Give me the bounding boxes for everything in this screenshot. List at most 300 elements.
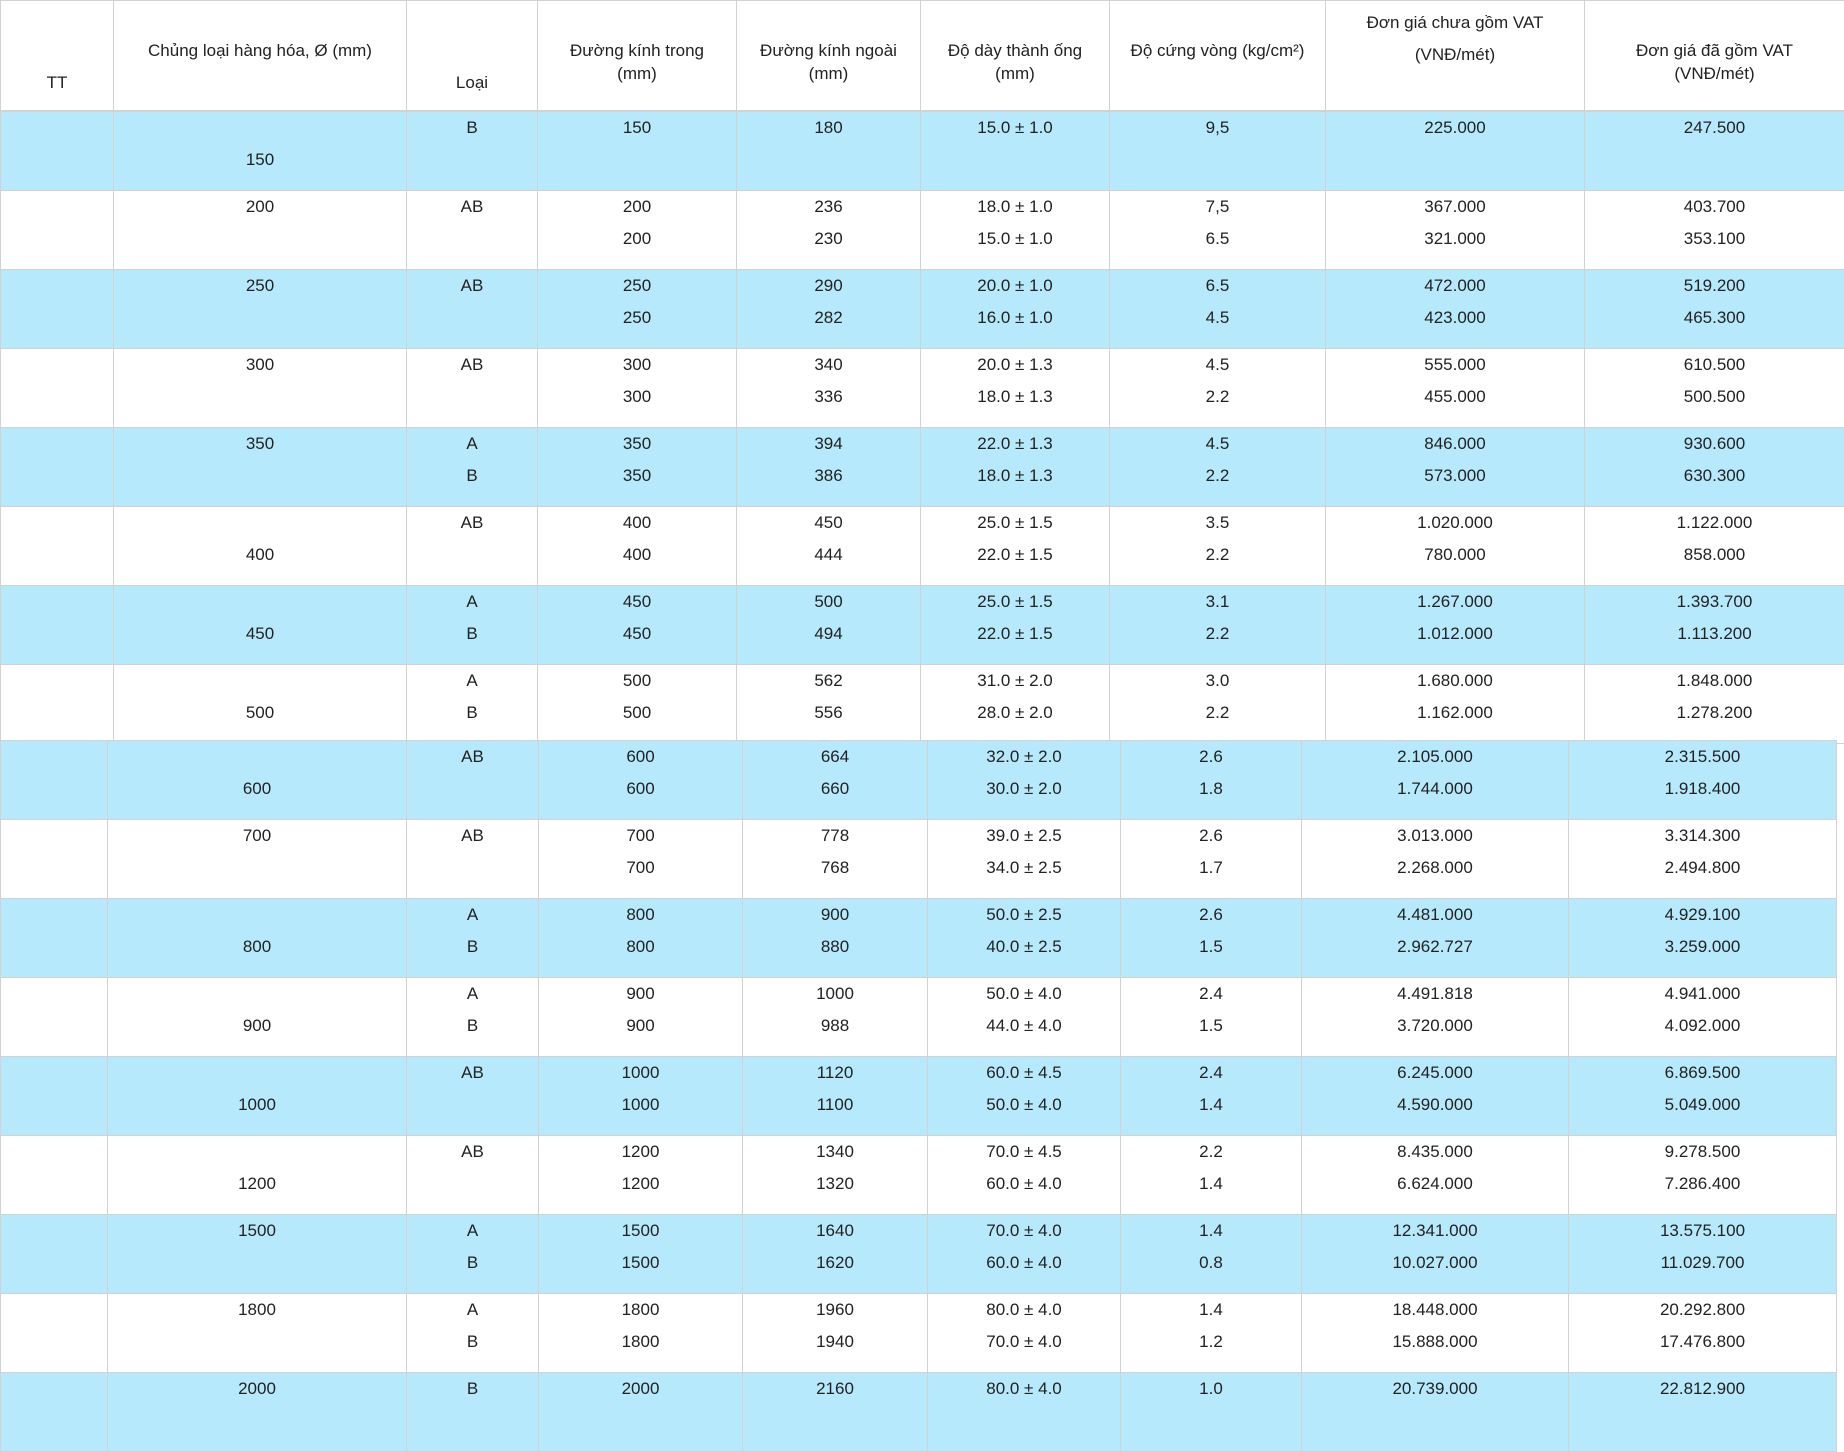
outer-diameter-cell [737, 428, 921, 507]
product-diameter: 600 [108, 773, 406, 805]
type-label: A [407, 978, 538, 1010]
wall-thickness-value: 34.0 ± 2.5 [928, 852, 1120, 884]
outer-diameter-value: 444 [737, 539, 920, 571]
type-label: B [407, 1010, 538, 1042]
tt-cell [1, 1215, 108, 1294]
type-label: AB [407, 507, 537, 539]
outer-diameter-cell [737, 665, 921, 744]
type-label: AB [407, 349, 537, 381]
type-label: A [407, 586, 537, 618]
price-incl-vat-cell [1569, 1136, 1837, 1215]
price-incl-vat-value: 1.393.700 [1585, 586, 1844, 618]
price-excl-vat-value: 846.000 [1326, 428, 1584, 460]
table-row [1, 507, 1844, 586]
inner-diameter-value: 400 [538, 507, 736, 539]
tt-cell [1, 978, 108, 1057]
outer-diameter-value: 386 [737, 460, 920, 492]
table-row [1, 270, 1844, 349]
price-excl-vat-cell [1326, 428, 1585, 507]
wall-thickness-value: 60.0 ± 4.0 [928, 1247, 1120, 1279]
price-excl-vat-cell [1326, 665, 1585, 744]
price-excl-vat-value: 8.435.000 [1302, 1136, 1568, 1168]
inner-diameter-cell [538, 665, 737, 744]
outer-diameter-value: 900 [743, 899, 927, 931]
inner-diameter-value: 250 [538, 270, 736, 302]
inner-diameter-value: 500 [538, 697, 736, 729]
price-excl-vat-cell [1302, 899, 1569, 978]
ring-stiffness-value: 1.4 [1121, 1168, 1301, 1200]
price-excl-vat-cell [1326, 112, 1585, 191]
tt-cell [1, 820, 108, 899]
price-incl-vat-value: 930.600 [1585, 428, 1844, 460]
type-label: AB [407, 191, 537, 223]
type-cell [407, 349, 538, 428]
product-diameter-cell [114, 586, 407, 665]
price-incl-vat-value: 2.315.500 [1569, 741, 1836, 773]
wall-thickness-value: 25.0 ± 1.5 [921, 507, 1109, 539]
type-cell [407, 1294, 539, 1373]
price-incl-vat-cell [1569, 978, 1837, 1057]
wall-thickness-value: 44.0 ± 4.0 [928, 1010, 1120, 1042]
product-diameter: 800 [108, 931, 406, 963]
ring-stiffness-value: 2.2 [1110, 539, 1325, 571]
price-excl-vat-value: 1.020.000 [1326, 507, 1584, 539]
ring-stiffness-value: 1.8 [1121, 773, 1301, 805]
table-row [1, 665, 1844, 744]
price-excl-vat-value: 455.000 [1326, 381, 1584, 413]
price-excl-vat-value: 2.268.000 [1302, 852, 1568, 884]
outer-diameter-cell [743, 978, 928, 1057]
outer-diameter-value: 1960 [743, 1294, 927, 1326]
outer-diameter-cell [737, 586, 921, 665]
price-incl-vat-value: 403.700 [1585, 191, 1844, 223]
type-cell [407, 741, 539, 820]
price-excl-vat-value: 4.491.818 [1302, 978, 1568, 1010]
inner-diameter-cell [539, 741, 743, 820]
table-row [1, 899, 1837, 978]
price-excl-vat-value: 780.000 [1326, 539, 1584, 571]
outer-diameter-cell [743, 1294, 928, 1373]
ring-stiffness-cell [1110, 665, 1326, 744]
product-diameter: 200 [114, 191, 406, 223]
ring-stiffness-value: 1.5 [1121, 1010, 1301, 1042]
outer-diameter-value: 1940 [743, 1326, 927, 1358]
outer-diameter-value: 340 [737, 349, 920, 381]
tt-cell [1, 428, 114, 507]
price-excl-vat-value: 2.105.000 [1302, 741, 1568, 773]
type-cell [407, 899, 539, 978]
product-diameter: 900 [108, 1010, 406, 1042]
type-cell [407, 1136, 539, 1215]
ring-stiffness-value: 2.4 [1121, 978, 1301, 1010]
inner-diameter-value: 700 [539, 820, 742, 852]
inner-diameter-value: 1200 [539, 1168, 742, 1200]
price-excl-vat-cell [1326, 586, 1585, 665]
inner-diameter-value: 1200 [539, 1136, 742, 1168]
type-label: B [407, 697, 537, 729]
type-label: B [407, 618, 537, 650]
wall-thickness-value: 60.0 ± 4.0 [928, 1168, 1120, 1200]
price-incl-vat-value: 7.286.400 [1569, 1168, 1836, 1200]
wall-thickness-cell [921, 428, 1110, 507]
price-excl-vat-value: 3.720.000 [1302, 1010, 1568, 1042]
tt-cell [1, 899, 108, 978]
wall-thickness-cell [928, 741, 1121, 820]
type-label: A [407, 428, 537, 460]
price-table-lower [0, 740, 1837, 1452]
price-incl-vat-value: 3.259.000 [1569, 931, 1836, 963]
ring-stiffness-cell [1121, 1136, 1302, 1215]
wall-thickness-cell [921, 270, 1110, 349]
outer-diameter-cell [737, 112, 921, 191]
price-incl-vat-value: 11.029.700 [1569, 1247, 1836, 1279]
tt-cell [1, 349, 114, 428]
type-label: AB [407, 270, 537, 302]
outer-diameter-value: 1320 [743, 1168, 927, 1200]
inner-diameter-value: 400 [538, 539, 736, 571]
inner-diameter-cell [538, 349, 737, 428]
outer-diameter-cell [737, 507, 921, 586]
tt-cell [1, 270, 114, 349]
inner-diameter-value: 250 [538, 302, 736, 334]
tt-cell [1, 1294, 108, 1373]
ring-stiffness-value: 2.6 [1121, 899, 1301, 931]
type-label: B [407, 1326, 538, 1358]
price-excl-vat-value: 18.448.000 [1302, 1294, 1568, 1326]
outer-diameter-value: 880 [743, 931, 927, 963]
ring-stiffness-value: 4.5 [1110, 349, 1325, 381]
wall-thickness-value: 15.0 ± 1.0 [921, 112, 1109, 144]
price-incl-vat-value: 5.049.000 [1569, 1089, 1836, 1121]
ring-stiffness-value: 2.4 [1121, 1057, 1301, 1089]
wall-thickness-value: 22.0 ± 1.5 [921, 539, 1109, 571]
type-label: B [407, 931, 538, 963]
product-diameter-cell [108, 1057, 407, 1136]
price-incl-vat-cell [1585, 428, 1844, 507]
price-incl-vat-value: 610.500 [1585, 349, 1844, 381]
outer-diameter-value: 768 [743, 852, 927, 884]
inner-diameter-value: 1500 [539, 1247, 742, 1279]
ring-stiffness-cell [1121, 1215, 1302, 1294]
header-type: Loại [407, 1, 538, 111]
outer-diameter-value: 1100 [743, 1089, 927, 1121]
wall-thickness-cell [921, 112, 1110, 191]
outer-diameter-value: 988 [743, 1010, 927, 1042]
type-cell [407, 191, 538, 270]
price-incl-vat-cell [1585, 112, 1844, 191]
type-cell [407, 270, 538, 349]
outer-diameter-cell [743, 899, 928, 978]
price-incl-vat-value: 1.848.000 [1585, 665, 1844, 697]
price-excl-vat-value: 1.012.000 [1326, 618, 1584, 650]
price-excl-vat-cell [1326, 270, 1585, 349]
price-incl-vat-value: 519.200 [1585, 270, 1844, 302]
outer-diameter-value: 236 [737, 191, 920, 223]
price-excl-vat-value: 1.162.000 [1326, 697, 1584, 729]
type-cell [407, 1057, 539, 1136]
inner-diameter-cell [538, 428, 737, 507]
price-excl-vat-value: 10.027.000 [1302, 1247, 1568, 1279]
ring-stiffness-value: 1.4 [1121, 1294, 1301, 1326]
type-label: B [407, 1247, 538, 1279]
price-excl-vat-cell [1302, 1294, 1569, 1373]
product-diameter: 350 [114, 428, 406, 460]
price-incl-vat-value: 4.929.100 [1569, 899, 1836, 931]
product-diameter: 1000 [108, 1089, 406, 1121]
inner-diameter-value: 350 [538, 460, 736, 492]
ring-stiffness-cell [1121, 1294, 1302, 1373]
inner-diameter-cell [539, 899, 743, 978]
ring-stiffness-value: 6.5 [1110, 270, 1325, 302]
wall-thickness-value: 28.0 ± 2.0 [921, 697, 1109, 729]
ring-stiffness-cell [1110, 112, 1326, 191]
price-excl-vat-cell [1326, 349, 1585, 428]
price-incl-vat-value: 1.122.000 [1585, 507, 1844, 539]
table-row [1, 820, 1837, 899]
ring-stiffness-cell [1121, 899, 1302, 978]
price-excl-vat-value: 423.000 [1326, 302, 1584, 334]
price-table-header [0, 0, 1844, 111]
price-excl-vat-value: 1.267.000 [1326, 586, 1584, 618]
price-incl-vat-value: 630.300 [1585, 460, 1844, 492]
table-row [1, 978, 1837, 1057]
inner-diameter-value: 600 [539, 773, 742, 805]
price-incl-vat-cell [1585, 270, 1844, 349]
inner-diameter-cell [538, 507, 737, 586]
type-label: A [407, 1294, 538, 1326]
price-excl-vat-cell [1302, 820, 1569, 899]
wall-thickness-cell [928, 1215, 1121, 1294]
type-label: B [407, 1373, 538, 1405]
table-row [1, 586, 1844, 665]
product-diameter-cell [114, 112, 407, 191]
outer-diameter-value: 1120 [743, 1057, 927, 1089]
outer-diameter-value: 562 [737, 665, 920, 697]
inner-diameter-value: 800 [539, 931, 742, 963]
ring-stiffness-value: 2.2 [1110, 697, 1325, 729]
ring-stiffness-value: 2.2 [1121, 1136, 1301, 1168]
product-diameter: 1500 [108, 1215, 406, 1247]
price-excl-vat-cell [1302, 1215, 1569, 1294]
type-cell [407, 820, 539, 899]
product-diameter: 300 [114, 349, 406, 381]
ring-stiffness-cell [1121, 978, 1302, 1057]
header-tt: TT [1, 1, 114, 111]
wall-thickness-value: 18.0 ± 1.3 [921, 381, 1109, 413]
tt-cell [1, 1136, 108, 1215]
ring-stiffness-cell [1121, 1057, 1302, 1136]
price-incl-vat-value: 247.500 [1585, 112, 1844, 144]
price-incl-vat-cell [1569, 1057, 1837, 1136]
price-incl-vat-cell [1585, 665, 1844, 744]
ring-stiffness-cell [1121, 741, 1302, 820]
outer-diameter-cell [743, 1057, 928, 1136]
price-table-upper [0, 111, 1844, 744]
ring-stiffness-value: 7,5 [1110, 191, 1325, 223]
tt-cell [1, 741, 108, 820]
inner-diameter-cell [539, 1294, 743, 1373]
ring-stiffness-value: 2.2 [1110, 460, 1325, 492]
product-diameter: 450 [114, 618, 406, 650]
product-diameter-cell [114, 507, 407, 586]
price-incl-vat-cell [1585, 586, 1844, 665]
outer-diameter-value: 664 [743, 741, 927, 773]
type-label: AB [407, 820, 538, 852]
table-row [1, 349, 1844, 428]
ring-stiffness-cell [1110, 428, 1326, 507]
product-diameter-cell [114, 665, 407, 744]
ring-stiffness-value: 2.6 [1121, 820, 1301, 852]
outer-diameter-value: 1340 [743, 1136, 927, 1168]
price-excl-vat-value: 472.000 [1326, 270, 1584, 302]
product-diameter-cell [108, 741, 407, 820]
inner-diameter-cell [538, 586, 737, 665]
price-excl-vat-value: 6.624.000 [1302, 1168, 1568, 1200]
price-incl-vat-cell [1585, 507, 1844, 586]
product-diameter: 250 [114, 270, 406, 302]
wall-thickness-cell [921, 665, 1110, 744]
product-diameter: 700 [108, 820, 406, 852]
outer-diameter-value: 494 [737, 618, 920, 650]
inner-diameter-value: 900 [539, 978, 742, 1010]
wall-thickness-value: 70.0 ± 4.0 [928, 1215, 1120, 1247]
inner-diameter-value: 350 [538, 428, 736, 460]
table-row [1, 112, 1844, 191]
type-label: A [407, 899, 538, 931]
wall-thickness-value: 31.0 ± 2.0 [921, 665, 1109, 697]
wall-thickness-cell [928, 899, 1121, 978]
type-label: AB [407, 741, 538, 773]
wall-thickness-cell [928, 1057, 1121, 1136]
product-diameter: 2000 [108, 1373, 406, 1405]
ring-stiffness-cell [1110, 270, 1326, 349]
price-excl-vat-value: 20.739.000 [1302, 1373, 1568, 1405]
price-excl-vat-cell [1302, 1136, 1569, 1215]
wall-thickness-value: 50.0 ± 2.5 [928, 899, 1120, 931]
outer-diameter-value: 556 [737, 697, 920, 729]
wall-thickness-cell [928, 1136, 1121, 1215]
inner-diameter-value: 1800 [539, 1294, 742, 1326]
inner-diameter-value: 2000 [539, 1373, 742, 1405]
price-incl-vat-cell [1569, 899, 1837, 978]
price-excl-vat-value: 225.000 [1326, 112, 1584, 144]
outer-diameter-value: 282 [737, 302, 920, 334]
wall-thickness-value: 70.0 ± 4.5 [928, 1136, 1120, 1168]
outer-diameter-cell [737, 191, 921, 270]
price-incl-vat-value: 6.869.500 [1569, 1057, 1836, 1089]
price-incl-vat-value: 4.941.000 [1569, 978, 1836, 1010]
header-inner-diameter: Đường kính trong (mm) [538, 1, 737, 111]
type-label: AB [407, 1136, 538, 1168]
product-diameter-cell [108, 978, 407, 1057]
ring-stiffness-value: 1.5 [1121, 931, 1301, 963]
outer-diameter-value: 180 [737, 112, 920, 144]
price-excl-vat-cell [1326, 191, 1585, 270]
ring-stiffness-value: 1.4 [1121, 1089, 1301, 1121]
outer-diameter-value: 450 [737, 507, 920, 539]
header-product: Chủng loại hàng hóa, Ø (mm) [114, 1, 407, 111]
type-cell [407, 1215, 539, 1294]
wall-thickness-value: 32.0 ± 2.0 [928, 741, 1120, 773]
inner-diameter-value: 200 [538, 223, 736, 255]
tt-cell [1, 507, 114, 586]
table-row [1, 741, 1837, 820]
price-excl-vat-value: 6.245.000 [1302, 1057, 1568, 1089]
product-diameter-cell [114, 428, 407, 507]
wall-thickness-cell [928, 1294, 1121, 1373]
ring-stiffness-value: 6.5 [1110, 223, 1325, 255]
ring-stiffness-value: 1.4 [1121, 1215, 1301, 1247]
product-diameter-cell [114, 191, 407, 270]
table-row [1, 1294, 1837, 1373]
tt-cell [1, 665, 114, 744]
wall-thickness-value: 40.0 ± 2.5 [928, 931, 1120, 963]
price-incl-vat-value: 1.918.400 [1569, 773, 1836, 805]
ring-stiffness-value: 9,5 [1110, 112, 1325, 144]
ring-stiffness-value: 1.0 [1121, 1373, 1301, 1405]
wall-thickness-value: 20.0 ± 1.3 [921, 349, 1109, 381]
outer-diameter-value: 394 [737, 428, 920, 460]
type-label: B [407, 112, 537, 144]
wall-thickness-value: 80.0 ± 4.0 [928, 1294, 1120, 1326]
price-incl-vat-value: 2.494.800 [1569, 852, 1836, 884]
price-incl-vat-cell [1585, 191, 1844, 270]
wall-thickness-value: 39.0 ± 2.5 [928, 820, 1120, 852]
inner-diameter-value: 700 [539, 852, 742, 884]
inner-diameter-value: 1000 [539, 1057, 742, 1089]
product-diameter: 400 [114, 539, 406, 571]
type-cell [407, 112, 538, 191]
price-incl-vat-value: 465.300 [1585, 302, 1844, 334]
wall-thickness-value: 50.0 ± 4.0 [928, 1089, 1120, 1121]
inner-diameter-cell [538, 112, 737, 191]
ring-stiffness-value: 2.2 [1110, 618, 1325, 650]
wall-thickness-value: 60.0 ± 4.5 [928, 1057, 1120, 1089]
inner-diameter-cell [539, 820, 743, 899]
inner-diameter-value: 300 [538, 381, 736, 413]
price-incl-vat-value: 9.278.500 [1569, 1136, 1836, 1168]
inner-diameter-value: 600 [539, 741, 742, 773]
inner-diameter-cell [538, 191, 737, 270]
outer-diameter-value: 230 [737, 223, 920, 255]
outer-diameter-cell [737, 270, 921, 349]
product-diameter: 150 [114, 144, 406, 176]
price-excl-vat-cell [1302, 1057, 1569, 1136]
price-excl-vat-cell [1326, 507, 1585, 586]
price-excl-vat-value: 4.481.000 [1302, 899, 1568, 931]
inner-diameter-value: 1800 [539, 1326, 742, 1358]
ring-stiffness-cell [1121, 820, 1302, 899]
price-incl-vat-value: 858.000 [1585, 539, 1844, 571]
header-price-excl-vat: Đơn giá chưa gồm VAT (VNĐ/mét) [1326, 1, 1585, 111]
product-diameter-cell [108, 1294, 407, 1373]
type-label: AB [407, 1057, 538, 1089]
inner-diameter-value: 200 [538, 191, 736, 223]
ring-stiffness-value: 0.8 [1121, 1247, 1301, 1279]
price-incl-vat-cell [1585, 349, 1844, 428]
wall-thickness-value: 20.0 ± 1.0 [921, 270, 1109, 302]
price-incl-vat-value: 13.575.100 [1569, 1215, 1836, 1247]
price-excl-vat-value: 3.013.000 [1302, 820, 1568, 852]
product-diameter-cell [114, 270, 407, 349]
price-incl-vat-value: 4.092.000 [1569, 1010, 1836, 1042]
outer-diameter-cell [743, 741, 928, 820]
product-diameter: 1200 [108, 1168, 406, 1200]
ring-stiffness-value: 2.2 [1110, 381, 1325, 413]
price-incl-vat-cell [1569, 820, 1837, 899]
wall-thickness-value: 30.0 ± 2.0 [928, 773, 1120, 805]
wall-thickness-value: 70.0 ± 4.0 [928, 1326, 1120, 1358]
